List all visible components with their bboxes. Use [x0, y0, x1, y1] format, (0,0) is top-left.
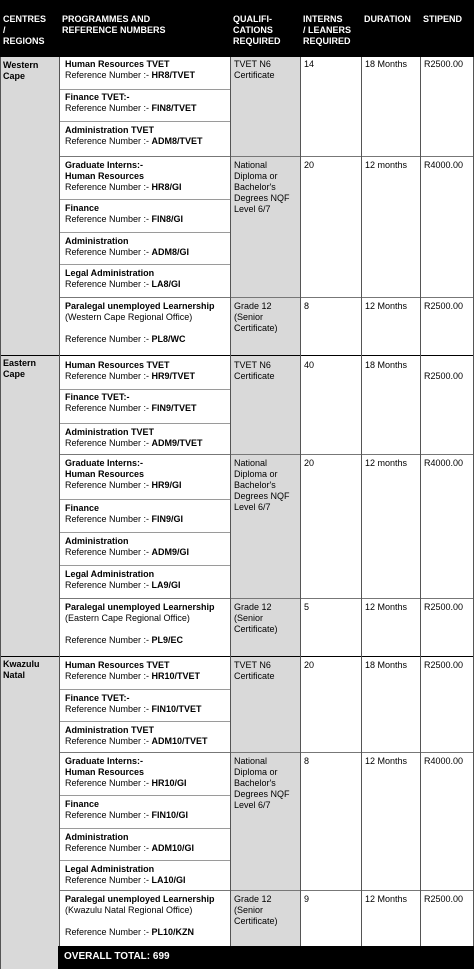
programme-entry: [65, 602, 227, 646]
duration-value: 18 Months: [365, 660, 408, 670]
row-divider: [59, 795, 230, 796]
duration-value: 12 months: [365, 458, 408, 468]
reference-number: Reference Number :- LA8/GI: [65, 279, 181, 289]
interns-count: 40: [304, 360, 315, 370]
reference-number: Reference Number :- ADM9/GI: [65, 547, 190, 557]
group-divider: [59, 454, 474, 455]
programme-entry: [65, 392, 227, 414]
region-divider: [0, 656, 474, 657]
programme-title: Legal Administration: [65, 569, 155, 579]
programme-entry: [65, 756, 227, 789]
qualification-tvet: TVET N6 Certificate: [234, 660, 275, 681]
stipend-value: R2500.00: [424, 602, 464, 612]
programme-title: Administration: [65, 236, 129, 246]
programme-note: (Eastern Cape Regional Office): [65, 613, 190, 623]
region-name: Eastern Cape: [3, 358, 37, 379]
duration-value: 12 Months: [365, 602, 408, 612]
reference-number: Reference Number :- ADM9/TVET: [65, 438, 203, 448]
stipend-value: R2500.00: [424, 301, 464, 311]
stipend-value: R4000.00: [424, 160, 464, 170]
reference-number: Reference Number :- HR10/GI: [65, 778, 187, 788]
row-divider: [59, 532, 230, 533]
column-divider: [0, 57, 1, 969]
programme-title: Legal Administration: [65, 268, 155, 278]
programme-entry: [65, 660, 227, 682]
programme-title: Finance TVET:-: [65, 392, 130, 402]
column-divider: [300, 57, 301, 946]
interns-count: 20: [304, 160, 315, 170]
programme-title: Graduate Interns:- Human Resources: [65, 756, 145, 777]
programme-entry: [65, 458, 227, 491]
region-kwazulu-natal: [0, 656, 59, 969]
duration-value: 12 Months: [365, 301, 408, 311]
group-divider: [59, 156, 474, 157]
header-regions: CENTRES / REGIONS: [0, 0, 59, 57]
row-divider: [59, 121, 230, 122]
programme-title: Human Resources TVET: [65, 660, 170, 670]
row-divider: [59, 828, 230, 829]
programme-title: Administration TVET: [65, 427, 155, 437]
row-divider: [59, 423, 230, 424]
programme-entry: [65, 503, 227, 525]
qualification-tvet: TVET N6 Certificate: [234, 360, 275, 381]
region-western-cape: [0, 57, 59, 355]
header-qualifications: QUALIFI- CATIONS REQUIRED: [230, 0, 300, 57]
column-divider: [420, 57, 421, 946]
programme-title: Human Resources TVET: [65, 59, 170, 69]
interns-count: 14: [304, 59, 315, 69]
interns-count: 8: [304, 301, 310, 311]
column-divider: [361, 57, 362, 946]
programme-title: Paralegal unemployed Learnership: [65, 301, 215, 311]
overall-total: OVERALL TOTAL: 699: [58, 946, 474, 969]
reference-number: Reference Number :- HR9/TVET: [65, 371, 196, 381]
row-divider: [59, 89, 230, 90]
header-duration: DURATION: [361, 0, 420, 57]
programme-title: Administration: [65, 832, 129, 842]
duration-value: 18 Months: [365, 59, 408, 69]
programme-entry: [65, 832, 227, 854]
region-name: Western Cape: [3, 60, 39, 81]
programme-entry: [65, 268, 227, 290]
programme-entry: [65, 360, 227, 382]
duration-value: 12 months: [365, 160, 408, 170]
group-divider: [59, 598, 474, 599]
row-divider: [59, 499, 230, 500]
header-programmes: PROGRAMMES AND REFERENCE NUMBERS: [59, 0, 230, 57]
row-divider: [59, 860, 230, 861]
reference-number: Reference Number :- HR8/TVET: [65, 70, 196, 80]
interns-count: 20: [304, 660, 315, 670]
region-name: Kwazulu Natal: [3, 659, 40, 680]
reference-number: Reference Number :- FIN10/GI: [65, 810, 189, 820]
programme-title: Finance: [65, 203, 100, 213]
qualification-graduate: National Diploma or Bachelor's Degrees NQF Level 6/7: [234, 160, 290, 214]
interns-count: 9: [304, 894, 310, 904]
programme-title: Human Resources TVET: [65, 360, 170, 370]
reference-number: Reference Number :- FIN8/GI: [65, 214, 184, 224]
region-divider: [0, 355, 474, 356]
row-divider: [59, 689, 230, 690]
programme-title: Administration TVET: [65, 125, 155, 135]
stipend-value: R2500.00: [424, 660, 464, 670]
interns-count: 20: [304, 458, 315, 468]
programme-entry: [65, 203, 227, 225]
group-divider: [59, 297, 474, 298]
row-divider: [59, 565, 230, 566]
programme-title: Paralegal unemployed Learnership: [65, 894, 215, 904]
duration-value: 12 Months: [365, 894, 408, 904]
programme-title: Administration: [65, 536, 129, 546]
interns-count: 5: [304, 602, 310, 612]
programme-title: Legal Administration: [65, 864, 155, 874]
reference-number: Reference Number :- PL10/KZN: [65, 927, 195, 937]
qualification-grade12: Grade 12 (Senior Certificate): [234, 301, 278, 333]
programme-title: Finance TVET:-: [65, 693, 130, 703]
stipend-value: R2500.00: [424, 371, 464, 381]
duration-value: 18 Months: [365, 360, 408, 370]
qualification-graduate: National Diploma or Bachelor's Degrees NQF Level 6/7: [234, 458, 290, 512]
qualification-graduate: National Diploma or Bachelor's Degrees NQF Level 6/7: [234, 756, 290, 810]
region-eastern-cape: [0, 355, 59, 656]
qualification-grade12: Grade 12 (Senior Certificate): [234, 602, 278, 634]
programme-title: Graduate Interns:- Human Resources: [65, 160, 145, 181]
group-divider: [59, 752, 474, 753]
group-divider: [59, 890, 474, 891]
header-interns: INTERNS / LEANERS REQUIRED: [300, 0, 361, 57]
row-divider: [59, 232, 230, 233]
qualification-grade12: Grade 12 (Senior Certificate): [234, 894, 278, 926]
row-divider: [59, 721, 230, 722]
programme-entry: [65, 536, 227, 558]
programme-title: Finance: [65, 799, 100, 809]
programme-title: Finance TVET:-: [65, 92, 130, 102]
row-divider: [59, 264, 230, 265]
column-divider: [230, 57, 231, 946]
programme-entry: [65, 125, 227, 147]
reference-number: Reference Number :- PL8/WC: [65, 334, 186, 344]
interns-count: 8: [304, 756, 310, 766]
stipend-value: R4000.00: [424, 756, 464, 766]
reference-number: Reference Number :- HR9/GI: [65, 480, 182, 490]
programme-entry: [65, 59, 227, 81]
reference-number: Reference Number :- ADM10/GI: [65, 843, 195, 853]
duration-value: 12 Months: [365, 756, 408, 766]
qualification-tvet: TVET N6 Certificate: [234, 59, 275, 80]
programme-entry: [65, 799, 227, 821]
header-stipend: STIPEND: [420, 0, 474, 57]
reference-number: Reference Number :- FIN9/GI: [65, 514, 184, 524]
reference-number: Reference Number :- ADM10/TVET: [65, 736, 208, 746]
programme-entry: [65, 160, 227, 193]
row-divider: [59, 389, 230, 390]
reference-number: Reference Number :- LA10/GI: [65, 875, 186, 885]
row-divider: [59, 199, 230, 200]
stipend-value: R2500.00: [424, 894, 464, 904]
reference-number: Reference Number :- FIN8/TVET: [65, 103, 197, 113]
reference-number: Reference Number :- LA9/GI: [65, 580, 181, 590]
programme-entry: [65, 301, 227, 345]
reference-number: Reference Number :- HR8/GI: [65, 182, 182, 192]
programme-note: (Kwazulu Natal Regional Office): [65, 905, 193, 915]
programme-entry: [65, 864, 227, 886]
programme-entry: [65, 427, 227, 449]
stipend-value: R2500.00: [424, 59, 464, 69]
programme-entry: [65, 92, 227, 114]
reference-number: Reference Number :- FIN10/TVET: [65, 704, 202, 714]
reference-number: Reference Number :- ADM8/GI: [65, 247, 190, 257]
reference-number: Reference Number :- HR10/TVET: [65, 671, 201, 681]
programme-title: Administration TVET: [65, 725, 155, 735]
programme-note: (Western Cape Regional Office): [65, 312, 193, 322]
programme-entry: [65, 894, 227, 938]
programme-entry: [65, 569, 227, 591]
reference-number: Reference Number :- FIN9/TVET: [65, 403, 197, 413]
reference-number: Reference Number :- ADM8/TVET: [65, 136, 203, 146]
programme-entry: [65, 725, 227, 747]
programme-entry: [65, 236, 227, 258]
programme-title: Finance: [65, 503, 100, 513]
programme-entry: [65, 693, 227, 715]
programme-title: Graduate Interns:- Human Resources: [65, 458, 145, 479]
stipend-value: R4000.00: [424, 458, 464, 468]
programme-title: Paralegal unemployed Learnership: [65, 602, 215, 612]
reference-number: Reference Number :- PL9/EC: [65, 635, 184, 645]
column-divider: [59, 57, 60, 946]
